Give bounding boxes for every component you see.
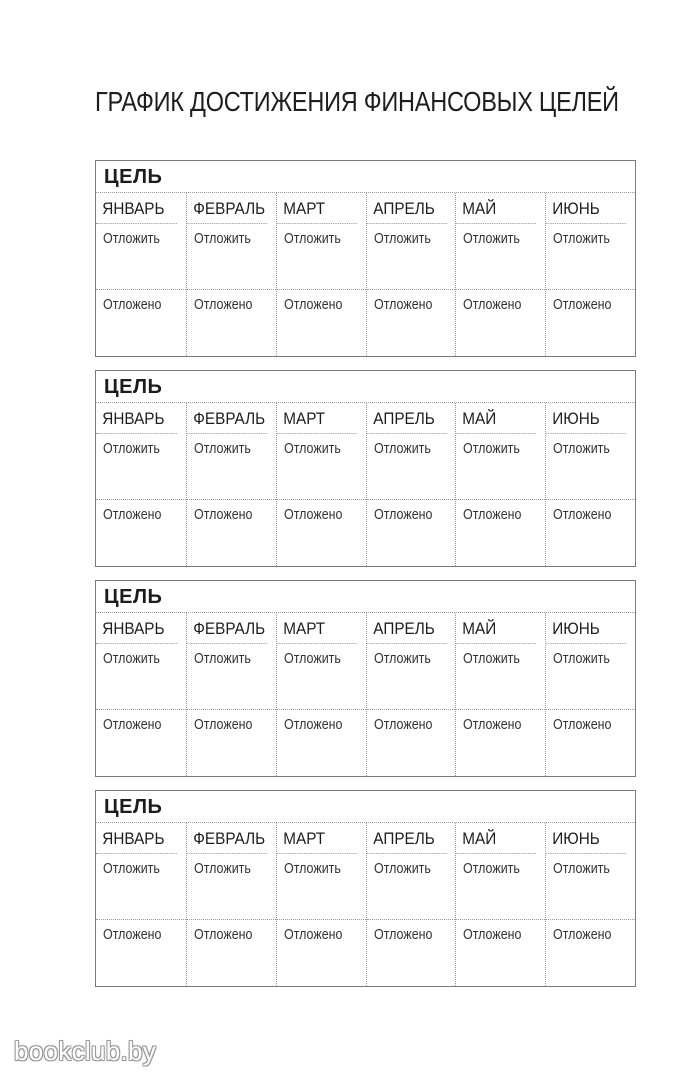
month-column xyxy=(366,613,456,776)
plan-label: Отложить xyxy=(373,441,431,457)
done-label: Отложено xyxy=(373,717,432,733)
month-name: ЯНВАРЬ xyxy=(96,823,177,854)
done-cell[interactable] xyxy=(187,920,276,986)
done-label: Отложено xyxy=(553,297,612,313)
month-name: МАЙ xyxy=(456,823,536,854)
month-column xyxy=(455,613,545,776)
month-column xyxy=(366,823,456,986)
done-cell[interactable] xyxy=(96,290,186,356)
month-name: МАРТ xyxy=(277,823,357,854)
month-column xyxy=(366,193,456,356)
plan-cell[interactable] xyxy=(546,434,635,500)
done-cell[interactable] xyxy=(546,500,635,566)
plan-label: Отложить xyxy=(553,441,611,457)
plan-cell[interactable] xyxy=(277,434,366,500)
plan-label: Отложить xyxy=(193,231,251,247)
plan-label: Отложить xyxy=(103,231,160,247)
month-name: ЯНВАРЬ xyxy=(96,193,177,224)
plan-cell[interactable] xyxy=(456,224,545,290)
month-name: АПРЕЛЬ xyxy=(367,613,447,644)
plan-cell[interactable] xyxy=(187,644,276,710)
done-label: Отложено xyxy=(103,297,162,313)
plan-label: Отложить xyxy=(553,861,611,877)
done-label: Отложено xyxy=(193,297,253,313)
plan-cell[interactable] xyxy=(96,434,186,500)
month-name: ЯНВАРЬ xyxy=(96,403,177,434)
done-cell[interactable] xyxy=(367,500,456,566)
done-cell[interactable] xyxy=(367,290,456,356)
plan-label: Отложить xyxy=(373,861,431,877)
month-column xyxy=(276,613,366,776)
month-column xyxy=(545,193,635,356)
month-name: АПРЕЛЬ xyxy=(367,403,447,434)
plan-label: Отложить xyxy=(193,441,251,457)
month-column xyxy=(455,823,545,986)
plan-label: Отложить xyxy=(283,441,341,457)
month-name: МАЙ xyxy=(456,193,536,224)
done-label: Отложено xyxy=(373,927,432,943)
month-name: МАРТ xyxy=(277,613,357,644)
plan-cell[interactable] xyxy=(96,644,186,710)
plan-cell[interactable] xyxy=(187,854,276,920)
done-cell[interactable] xyxy=(187,500,276,566)
done-cell[interactable] xyxy=(456,500,545,566)
done-label: Отложено xyxy=(373,297,432,313)
done-label: Отложено xyxy=(193,927,253,943)
plan-label: Отложить xyxy=(283,861,341,877)
plan-label: Отложить xyxy=(193,861,251,877)
plan-label: Отложить xyxy=(463,651,521,667)
done-label: Отложено xyxy=(283,507,343,523)
done-cell[interactable] xyxy=(96,710,186,776)
done-cell[interactable] xyxy=(367,710,456,776)
done-cell[interactable] xyxy=(187,710,276,776)
month-column xyxy=(186,403,276,566)
months-grid xyxy=(96,403,635,566)
months-grid xyxy=(96,613,635,776)
done-label: Отложено xyxy=(553,927,612,943)
month-column xyxy=(545,403,635,566)
month-column xyxy=(96,613,186,776)
month-column xyxy=(186,193,276,356)
done-label: Отложено xyxy=(463,927,522,943)
month-name: ИЮНЬ xyxy=(546,403,626,434)
months-grid xyxy=(96,193,635,356)
plan-label: Отложить xyxy=(283,231,341,247)
done-label: Отложено xyxy=(193,717,253,733)
plan-cell[interactable] xyxy=(277,854,366,920)
done-cell[interactable] xyxy=(546,920,635,986)
month-column xyxy=(455,403,545,566)
plan-cell[interactable] xyxy=(367,854,456,920)
month-name: АПРЕЛЬ xyxy=(367,823,447,854)
done-label: Отложено xyxy=(193,507,253,523)
plan-cell[interactable] xyxy=(187,434,276,500)
done-label: Отложено xyxy=(373,507,432,523)
month-column xyxy=(545,613,635,776)
goal-block xyxy=(95,790,636,987)
done-cell[interactable] xyxy=(456,920,545,986)
month-column xyxy=(276,193,366,356)
done-label: Отложено xyxy=(553,507,612,523)
month-name: ИЮНЬ xyxy=(546,613,626,644)
goal-block xyxy=(95,160,636,357)
month-column xyxy=(96,403,186,566)
done-cell[interactable] xyxy=(96,920,186,986)
months-grid xyxy=(96,823,635,986)
month-name: МАЙ xyxy=(456,613,536,644)
watermark: bookclub.by xyxy=(14,1036,157,1066)
plan-cell[interactable] xyxy=(367,224,456,290)
plan-cell[interactable] xyxy=(96,224,186,290)
month-column xyxy=(545,823,635,986)
plan-label: Отложить xyxy=(103,861,160,877)
plan-cell[interactable] xyxy=(456,644,545,710)
plan-cell[interactable] xyxy=(456,434,545,500)
plan-cell[interactable] xyxy=(546,644,635,710)
month-name: МАРТ xyxy=(277,193,357,224)
done-label: Отложено xyxy=(463,297,522,313)
done-label: Отложено xyxy=(553,717,612,733)
done-cell[interactable] xyxy=(456,710,545,776)
month-column xyxy=(186,823,276,986)
plan-cell[interactable] xyxy=(277,224,366,290)
goal-block xyxy=(95,370,636,567)
goal-block xyxy=(95,580,636,777)
month-column xyxy=(96,193,186,356)
done-cell[interactable] xyxy=(277,500,366,566)
plan-label: Отложить xyxy=(463,441,521,457)
plan-label: Отложить xyxy=(283,651,341,667)
month-name: МАРТ xyxy=(277,403,357,434)
done-cell[interactable] xyxy=(546,290,635,356)
month-column xyxy=(366,403,456,566)
month-name: ФЕВРАЛЬ xyxy=(187,613,267,644)
month-name: ФЕВРАЛЬ xyxy=(187,823,267,854)
month-name: МАЙ xyxy=(456,403,536,434)
plan-label: Отложить xyxy=(463,861,521,877)
done-cell[interactable] xyxy=(187,290,276,356)
month-column xyxy=(96,823,186,986)
goal-label[interactable]: ЦЕЛЬ xyxy=(96,791,635,823)
done-cell[interactable] xyxy=(277,710,366,776)
plan-label: Отложить xyxy=(103,651,160,667)
goal-label[interactable]: ЦЕЛЬ xyxy=(96,371,635,403)
page-title: ГРАФИК ДОСТИЖЕНИЯ ФИНАНСОВЫХ ЦЕЛЕЙ xyxy=(95,86,619,117)
goal-label[interactable]: ЦЕЛЬ xyxy=(96,581,635,613)
done-label: Отложено xyxy=(283,717,343,733)
plan-cell[interactable] xyxy=(187,224,276,290)
goal-label[interactable]: ЦЕЛЬ xyxy=(96,161,635,193)
done-cell[interactable] xyxy=(546,710,635,776)
plan-cell[interactable] xyxy=(96,854,186,920)
plan-cell[interactable] xyxy=(367,434,456,500)
plan-label: Отложить xyxy=(373,231,431,247)
plan-label: Отложить xyxy=(463,231,521,247)
month-name: ЯНВАРЬ xyxy=(96,613,177,644)
month-name: ИЮНЬ xyxy=(546,823,626,854)
plan-cell[interactable] xyxy=(367,644,456,710)
month-name: ИЮНЬ xyxy=(546,193,626,224)
plan-label: Отложить xyxy=(553,231,611,247)
done-cell[interactable] xyxy=(367,920,456,986)
month-column xyxy=(455,193,545,356)
plan-label: Отложить xyxy=(553,651,611,667)
plan-cell[interactable] xyxy=(277,644,366,710)
month-column xyxy=(186,613,276,776)
month-name: ФЕВРАЛЬ xyxy=(187,193,267,224)
done-label: Отложено xyxy=(103,507,162,523)
done-cell[interactable] xyxy=(456,290,545,356)
done-label: Отложено xyxy=(103,927,162,943)
plan-label: Отложить xyxy=(103,441,160,457)
done-label: Отложено xyxy=(463,717,522,733)
done-cell[interactable] xyxy=(277,290,366,356)
month-name: АПРЕЛЬ xyxy=(367,193,447,224)
done-cell[interactable] xyxy=(96,500,186,566)
goal-blocks xyxy=(95,160,636,1000)
plan-cell[interactable] xyxy=(456,854,545,920)
done-label: Отложено xyxy=(283,297,343,313)
plan-label: Отложить xyxy=(373,651,431,667)
month-column xyxy=(276,823,366,986)
done-label: Отложено xyxy=(103,717,162,733)
month-column xyxy=(276,403,366,566)
month-name: ФЕВРАЛЬ xyxy=(187,403,267,434)
done-label: Отложено xyxy=(283,927,343,943)
plan-label: Отложить xyxy=(193,651,251,667)
plan-cell[interactable] xyxy=(546,854,635,920)
plan-cell[interactable] xyxy=(546,224,635,290)
done-cell[interactable] xyxy=(277,920,366,986)
done-label: Отложено xyxy=(463,507,522,523)
